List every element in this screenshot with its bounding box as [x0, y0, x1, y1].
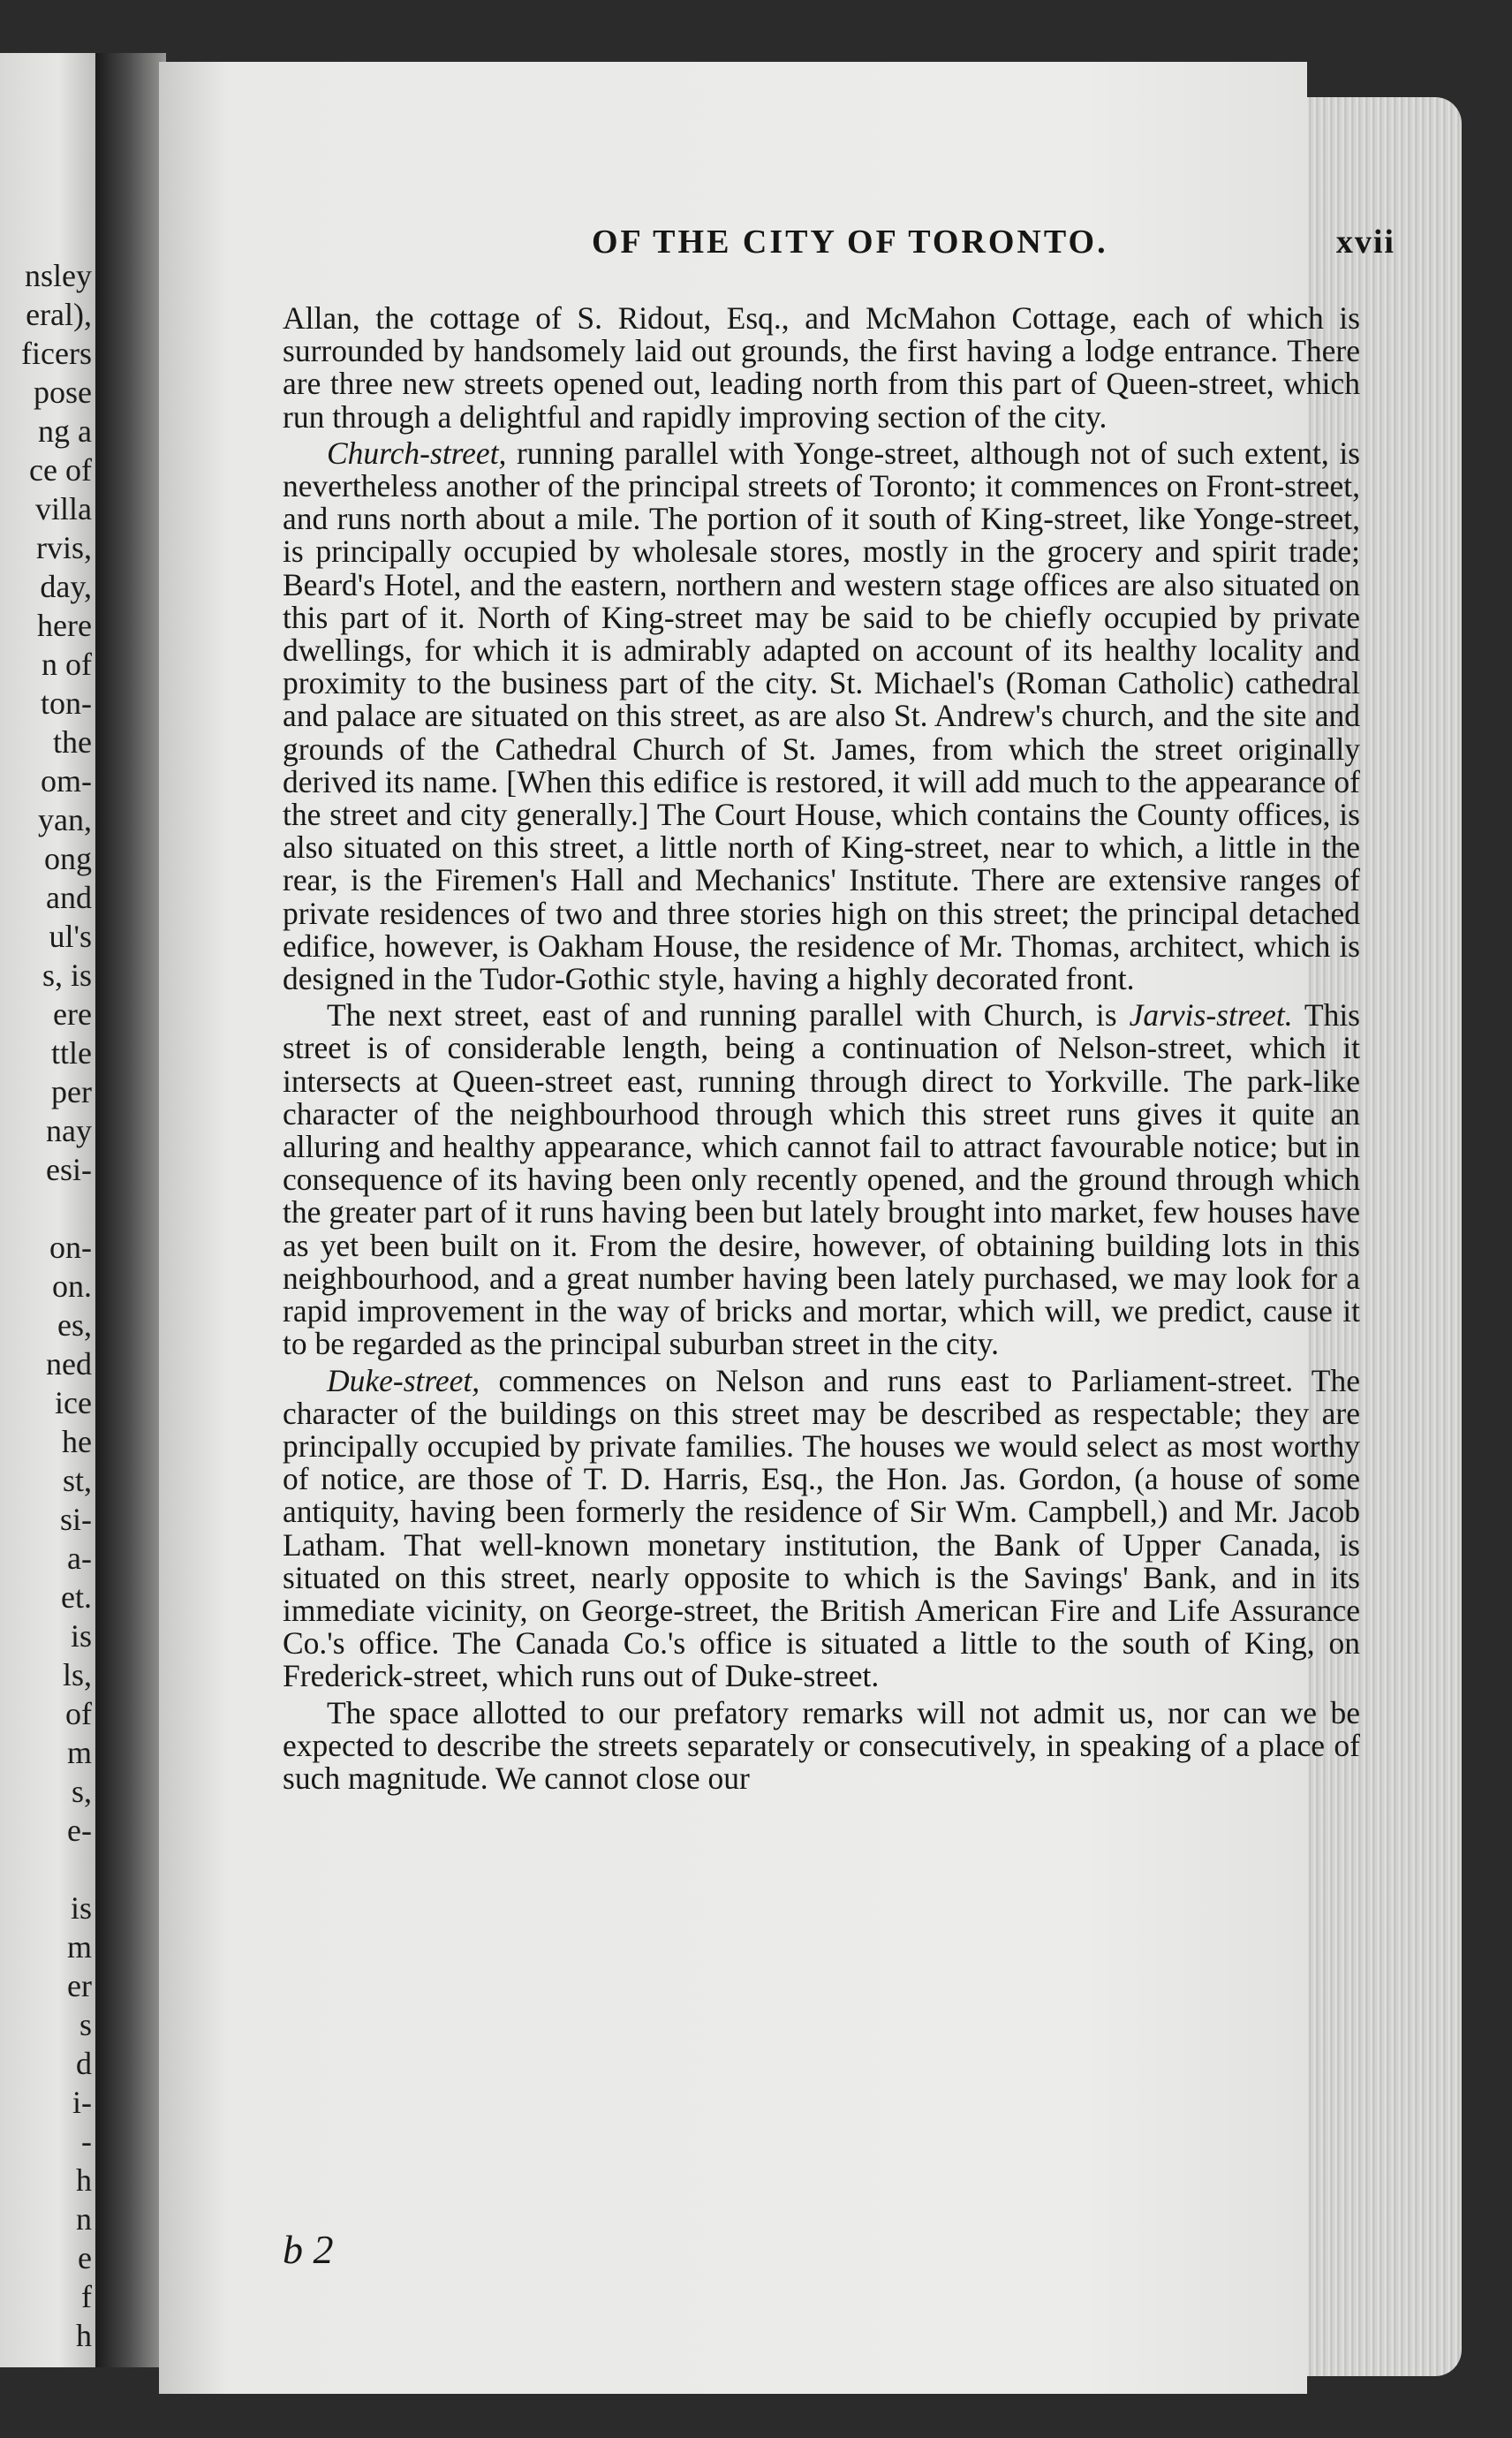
- left-page-fragment-line: pose: [34, 375, 92, 410]
- left-page-fragment-line: a-: [67, 1541, 92, 1576]
- left-page-fragment-line: day,: [40, 569, 92, 604]
- left-page-fragment-line: of: [65, 1696, 92, 1731]
- left-page-fragment: [0, 53, 97, 2367]
- left-page-fragment-line: ng a: [38, 413, 92, 449]
- street-name: Jarvis-street.: [1129, 997, 1293, 1034]
- body-text: [283, 302, 1360, 1795]
- left-page-fragment-line: ttle: [51, 1035, 92, 1071]
- left-page-fragment-line: is: [70, 1890, 92, 1926]
- left-page-fragment-line: f: [81, 2279, 92, 2314]
- paragraph-1: Allan, the cottage of S. Ridout, Esq., and McMahon Cottage, each of which is surrounded by handsomely laid out grounds, the first having a lodge entrance. There are three new streets opened out, leading north from this part of Queen-street, which run through a delightful and rapidly improving section of the city.: [283, 300, 1360, 435]
- left-page-fragment-line: n of: [42, 647, 92, 682]
- left-page-fragment-line: er: [67, 1968, 92, 2003]
- left-page-fragment-line: is: [70, 1618, 92, 1654]
- left-page-fragment-line: nay: [46, 1113, 92, 1148]
- left-page-fragment-line: e-: [67, 1813, 92, 1848]
- left-page-fragment-line: here: [37, 608, 92, 643]
- left-page-fragment-line: ce of: [29, 452, 92, 488]
- left-page-fragment-line: e: [78, 2240, 92, 2275]
- left-page-fragment-line: s, is: [42, 958, 92, 993]
- left-page-fragment-line: and: [46, 880, 92, 915]
- left-page-fragment-line: per: [51, 1074, 92, 1109]
- left-page-fragment-line: -: [81, 2124, 92, 2159]
- left-page-fragment-line: the: [53, 724, 92, 760]
- left-page-fragment-line: ice: [55, 1385, 92, 1420]
- left-page-fragment-line: rvis,: [36, 530, 92, 565]
- left-page-fragment-line: h: [76, 2162, 92, 2198]
- page-number: xvii: [1335, 223, 1395, 261]
- running-title: OF THE CITY OF TORONTO.: [592, 223, 1108, 261]
- left-page-fragment-line: he: [62, 1424, 92, 1459]
- left-page-fragment-line: h: [76, 2318, 92, 2353]
- left-page-fragment-line: es,: [57, 1307, 92, 1343]
- paragraph-duke-street: Duke-street, commences on Nelson and runs east to Parliament-street. The character of the buildings on this street may be described as respectable; they are principally occupied by private families. The houses we would select as most worthy of notice, are those of T. D. Harris, Esq., the Hon. Jas. Gordon, (a house of some antiquity, having been formerly the residence of Sir Wm. Campbell,) and Mr. Jacob Latham. That well-known monetary institution, the Bank of Upper Canada, is situated on this street, nearly opposite to which is the Savings' Bank, and in its immediate vicinity, on George-street, the British American Fire and Life Assurance Co.'s office. The Canada Co.'s office is situated a little to the south of King, on Frederick-street, which runs out of Duke-street.: [283, 1362, 1360, 1694]
- left-page-fragment-line: n: [76, 2201, 92, 2237]
- left-page-fragment-line: st,: [62, 1463, 92, 1498]
- left-page-fragment-line: ton-: [41, 685, 92, 721]
- book-page: [159, 62, 1395, 2394]
- left-page-fragment-line: ls,: [62, 1657, 92, 1692]
- left-page-fragment-line: m: [66, 1735, 92, 1770]
- paragraph-jarvis-street: The next street, east of and running parallel with Church, is Jarvis-street. This street is of considerable length, being a continuation of Nelson-street, which it intersects at Queen-street east, running through direct to Yorkville. The park-like character of the neighbourhood through which this street runs gives it quite an alluring and healthy appearance, which cannot fail to attract favourable notice; but in consequence of its having been only recently opened, and the ground through which the greater part of it runs having been but lately brought into market, few houses have as yet been built on it. From the desire, however, of obtaining building lots in this neighbourhood, and a great number having been lately purchased, we may look for a rapid improvement in the way of bricks and mortar, which will, we predict, cause it to be regarded as the principal suburban street in the city.: [283, 997, 1360, 1362]
- left-page-fragment-line: ong: [44, 841, 92, 876]
- left-page-fragment-line: yan,: [38, 802, 92, 837]
- left-page-fragment-line: et.: [61, 1579, 92, 1615]
- left-page-fragment-line: ned: [46, 1346, 92, 1382]
- left-page-fragment-line: nsley: [25, 258, 92, 293]
- left-page-fragment-line: s: [79, 2007, 92, 2042]
- left-page-fragment-line: d: [76, 2046, 92, 2081]
- paragraph-church-street: Church-street, running parallel with Yonge-street, although not of such extent, is nevertheless another of the principal streets of Toronto; it commences on Front-street, and runs north about a mile. The portion of it south of King-street, like Yonge-street, is principally occupied by wholesale stores, mostly in the grocery and spirit trade; Beard's Hotel, and the eastern, northern and western stage offices are also situated on this part of it. North of King-street may be said to be chiefly occupied by private dwellings, for which it is admirably adapted on account of its healthy locality and proximity to the business part of the city. St. Michael's (Roman Catholic) cathedral and palace are situated on this street, as are also St. Andrew's church, and the site and grounds of the Cathedral Church of St. James, from which the street originally derived its name. [When this edifice is restored, it will add much to the appearance of the street and city generally.] The Court House, which contains the County offices, is also situated on this street, a little north of King-street, near to which, a little in the rear, is the Firemen's Hall and Mechanics' Institute. There are extensive ranges of private residences of two and three stories high on this street; the principal detached edifice, however, is Oakham House, the residence of Mr. Thomas, architect, which is designed in the Tudor-Gothic style, having a highly decorated front.: [283, 435, 1360, 997]
- book-gutter: [95, 53, 166, 2367]
- running-header: [592, 223, 1395, 261]
- left-page-fragment-line: ul's: [49, 919, 92, 954]
- left-page-fragment-line: ere: [53, 996, 92, 1032]
- street-name: Duke-street,: [327, 1362, 480, 1398]
- left-page-fragment-line: m: [66, 1929, 92, 1965]
- left-page-fragment-line: eral),: [26, 297, 92, 332]
- left-page-fragment-line: ficers: [21, 336, 92, 371]
- street-name: Church-street,: [327, 435, 507, 471]
- left-page-fragment-line: si-: [60, 1502, 92, 1537]
- left-page-fragment-line: villa: [35, 491, 92, 526]
- signature-mark: b 2: [283, 2227, 334, 2272]
- left-page-fragment-line: on.: [52, 1268, 92, 1304]
- left-page-fragment-line: om-: [41, 763, 92, 799]
- left-page-fragment-line: s,: [71, 1774, 92, 1809]
- left-page-fragment-line: i-: [72, 2085, 92, 2120]
- left-page-fragment-line: on-: [49, 1230, 92, 1265]
- left-page-fragment-line: esi-: [46, 1152, 92, 1187]
- paragraph-closing: The space allotted to our prefatory remarks will not admit us, nor can we be expected to describe the streets separately or consecutively, in speaking of a place of such magnitude. We cannot close our: [283, 1694, 1360, 1796]
